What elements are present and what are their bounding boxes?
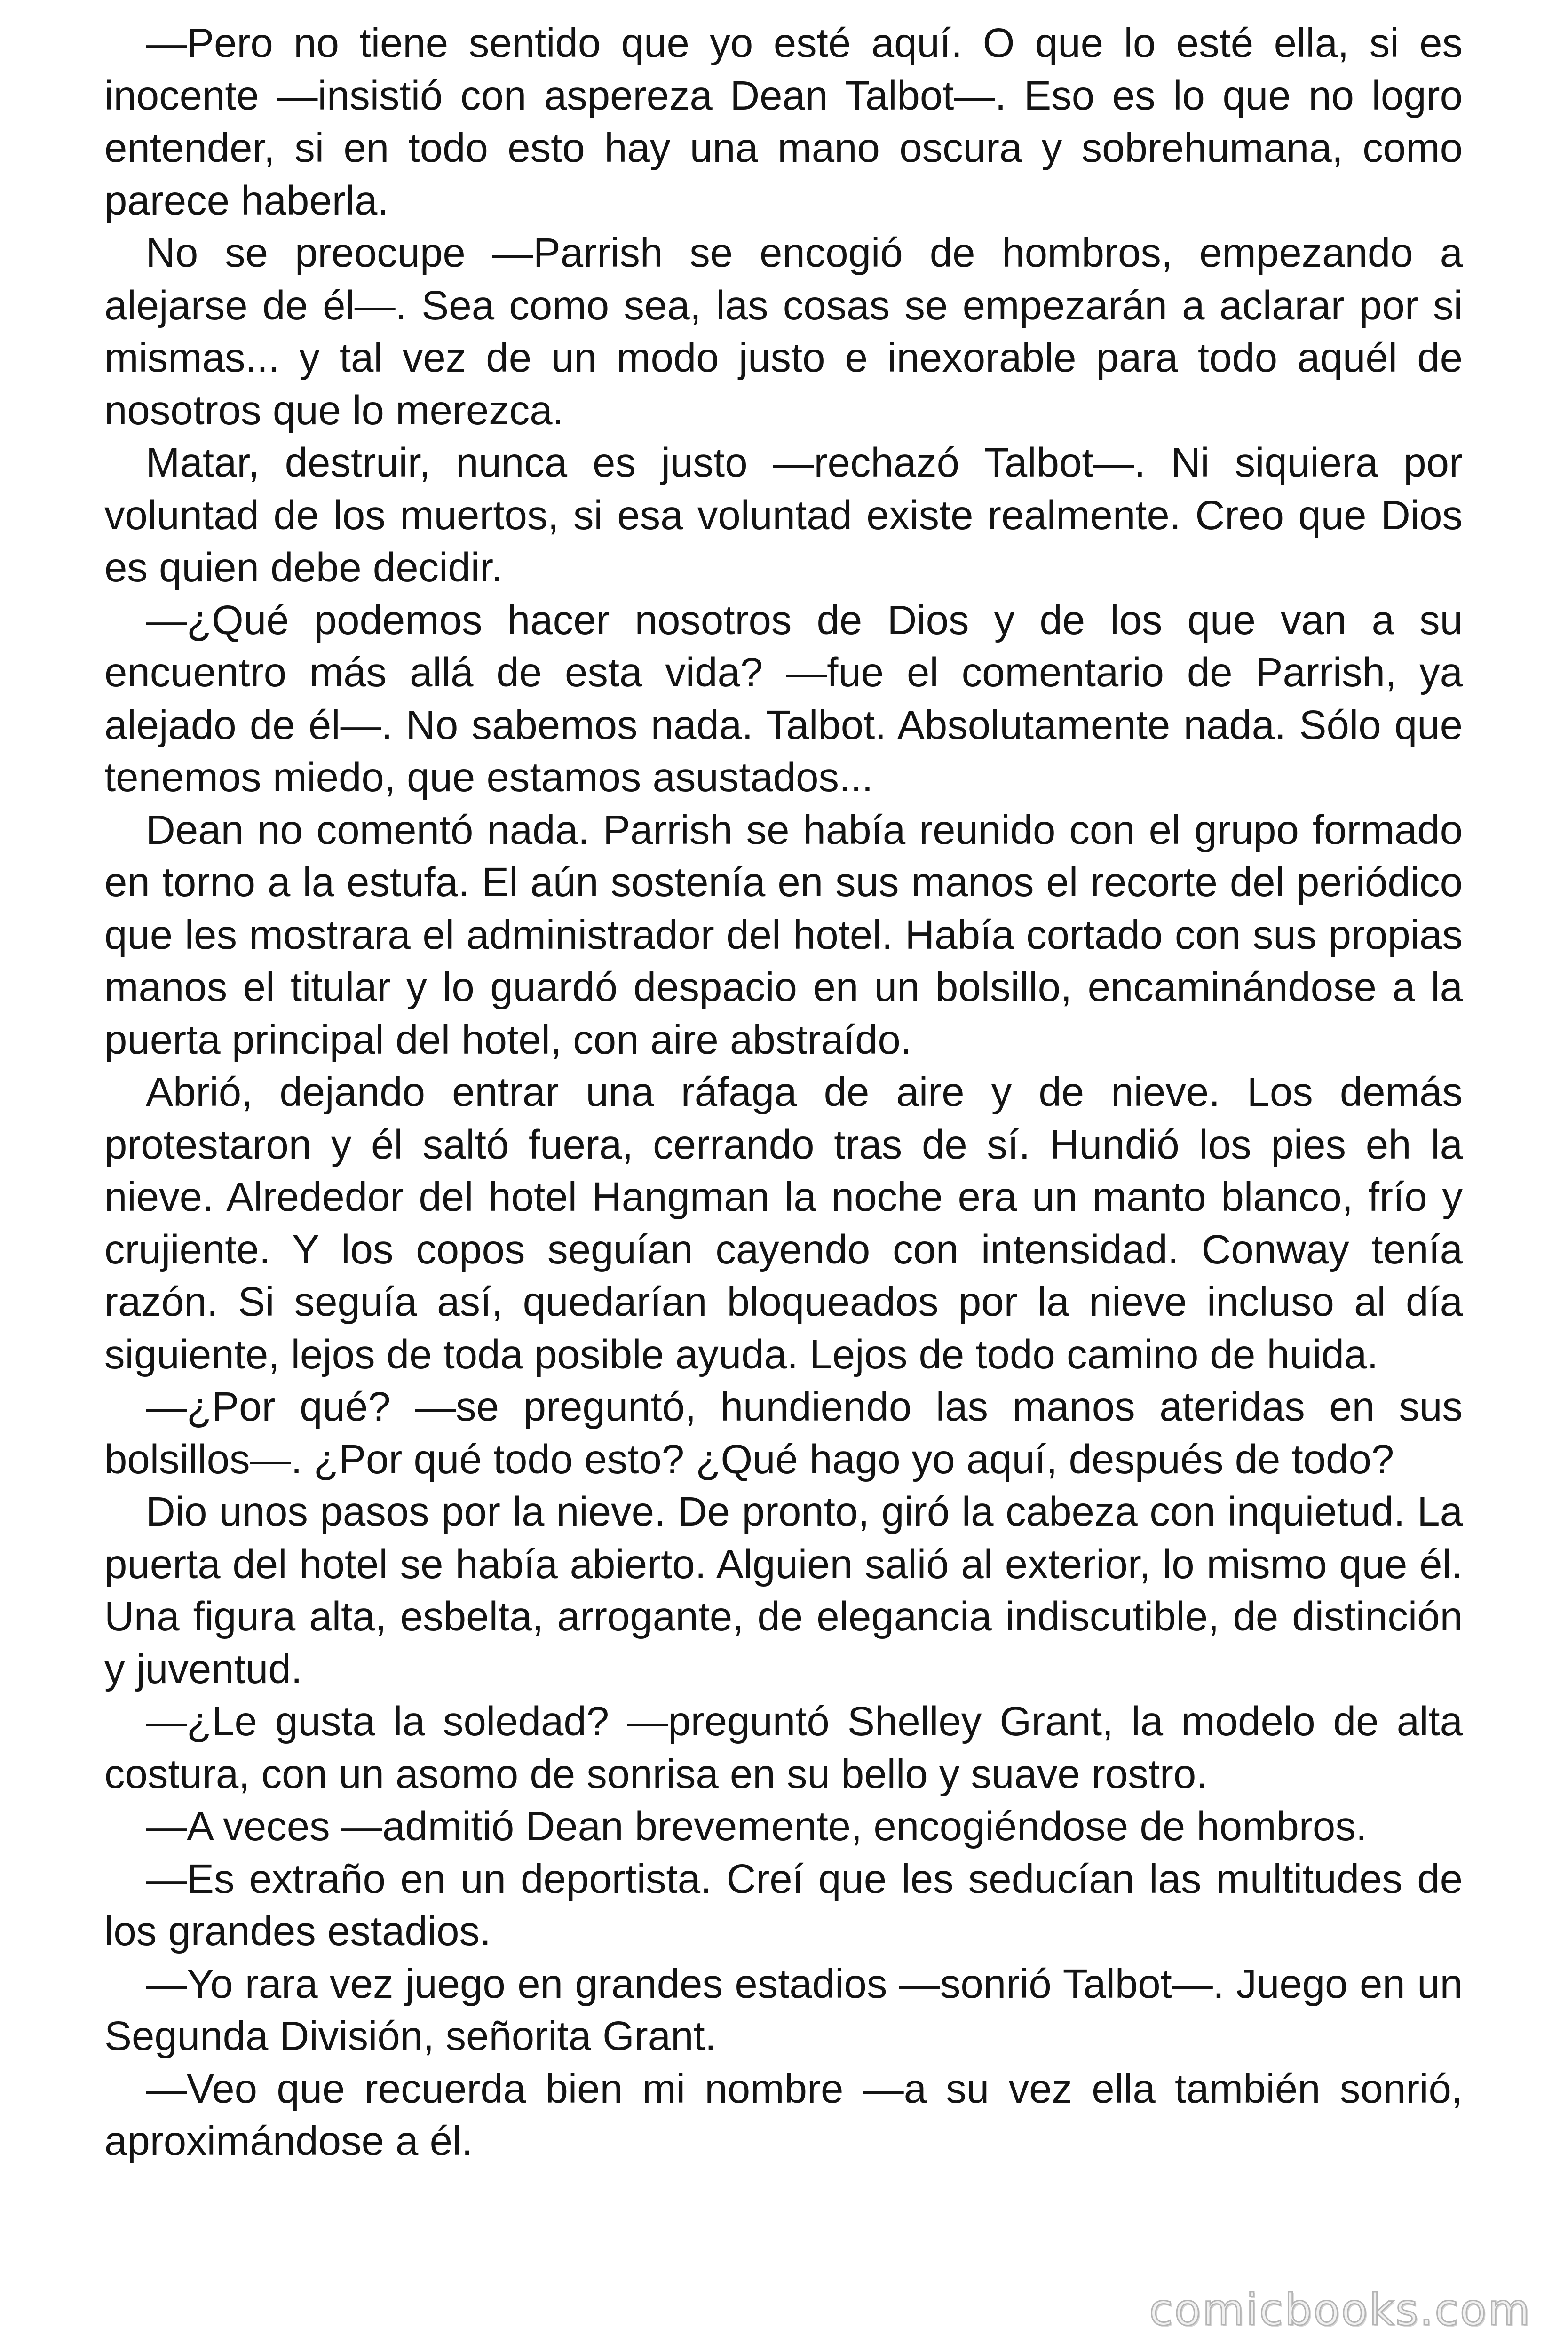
paragraph-10: —A veces —admitió Dean brevemente, encogiéndose de hombros. bbox=[146, 1804, 1367, 1849]
paragraph-13: —Veo que recuerda bien mi nombre —a su vez ella también sonrió, aproximándose a él. bbox=[104, 2066, 1463, 2164]
paragraph-11: —Es extraño en un deportista. Creí que les seducían las multitudes de los grandes estadios. bbox=[104, 1856, 1463, 1954]
paragraph-5: Dean no comentó nada. Parrish se había reunido con el grupo formado en torno a la estufa. El aún sostenía en sus manos el recorte del periódico que les mostrara el administrador del hotel. Había cortado con sus propias manos el titular y lo guardó despacio en un bolsillo, encaminándose a la puerta principal del hotel, con aire abstraído. bbox=[104, 807, 1463, 1063]
paragraph-9: —¿Le gusta la soledad? —preguntó Shelley Grant, la modelo de alta costura, con un asomo de sonrisa en su bello y suave rostro. bbox=[104, 1699, 1463, 1797]
paragraph-8: Dio unos pasos por la nieve. De pronto, giró la cabeza con inquietud. La puerta del hotel se había abierto. Alguien salió al exterior, lo mismo que él. Una figura alta, esbelta, arrogante, de elegancia indiscutible, de distinción y juventud. bbox=[104, 1489, 1463, 1692]
paragraph-4: —¿Qué podemos hacer nosotros de Dios y de los que van a su encuentro más allá de esta vida? —fue el comentario de Parrish, ya alejado de él—. No sabemos nada. Talbot. Absolutamente nada. Sólo que tenemos miedo, que estamos asustados... bbox=[104, 597, 1463, 800]
paragraph-12: —Yo rara vez juego en grandes estadios —sonrió Talbot—. Juego en un Segunda División, señorita Grant. bbox=[104, 1961, 1463, 2059]
book-page bbox=[104, 17, 1463, 2168]
paragraph-2: No se preocupe —Parrish se encogió de hombros, empezando a alejarse de él—. Sea como sea, las cosas se empezarán a aclarar por si mismas... y tal vez de un modo justo e inexorable para todo aquél de nosotros que lo merezca. bbox=[104, 230, 1463, 433]
paragraph-1: —Pero no tiene sentido que yo esté aquí. O que lo esté ella, si es inocente —insistió con aspereza Dean Talbot—. Eso es lo que no logro entender, si en todo esto hay una mano oscura y sobrehumana, como parece haberla. bbox=[104, 20, 1463, 223]
paragraph-7: —¿Por qué? —se preguntó, hundiendo las manos ateridas en sus bolsillos—. ¿Por qué todo esto? ¿Qué hago yo aquí, después de todo? bbox=[104, 1384, 1463, 1482]
paragraph-3: Matar, destruir, nunca es justo —rechazó Talbot—. Ni siquiera por voluntad de los muertos, si esa voluntad existe realmente. Creo que Dios es quien debe decidir. bbox=[104, 440, 1463, 590]
watermark: comicbooks.com bbox=[1149, 2285, 1531, 2335]
paragraph-6: Abrió, dejando entrar una ráfaga de aire y de nieve. Los demás protestaron y él saltó fuera, cerrando tras de sí. Hundió los pies eh la nieve. Alrededor del hotel Hangman la noche era un manto blanco, frío y crujiente. Y los copos seguían cayendo con intensidad. Conway tenía razón. Si seguía así, quedarían bloqueados por la nieve incluso al día siguiente, lejos de toda posible ayuda. Lejos de todo camino de huida. bbox=[104, 1069, 1463, 1377]
